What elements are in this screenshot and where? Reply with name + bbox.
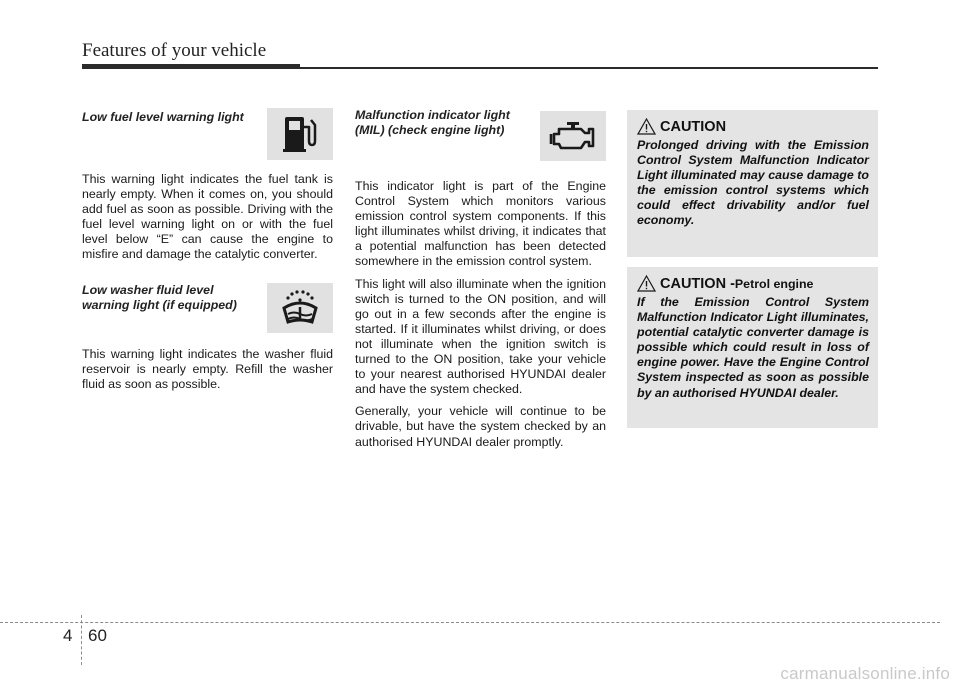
watermark: carmanualsonline.info [780,664,950,683]
mil-para1: This indicator light is part of the Engine Control System which monitors various emission control system components. If this light illuminates whilst driving, it indicates that a potential malfunction has been detected somewhere in the emission control system. [355,179,606,269]
chapter-number: 4 [63,626,73,645]
caution-text: Prolonged driving with the Emission Control System Malfunction Indicator Light illuminated may cause damage to the emission control systems which could effect drivability and/or fuel economy. [637,138,869,228]
header-rule-thick [82,64,300,69]
header-rule-thin [300,67,878,69]
caution-box-emission [627,110,878,257]
low-washer-title-line2: warning light (if equipped) [82,297,237,312]
caution-subtitle: Petrol engine [734,276,814,291]
low-washer-title-line1: Low washer fluid level [82,282,214,297]
low-fuel-body: This warning light indicates the fuel tank is nearly empty. When it comes on, you should add fuel as soon as possible. Driving with the fuel level warning light on or with the fuel level below “E” can cause the engine to misfire and damage the catalytic converter. [82,172,333,262]
footer-divider [81,615,82,665]
mil-title-line1: Malfunction indicator light [355,108,510,122]
mil-section-head [355,108,606,161]
low-washer-body: This warning light indicates the washer fluid reservoir is nearly empty. Refill the washer fluid as soon as possible. [82,346,333,391]
fuel-pump-icon [267,108,333,160]
mil-title [355,108,510,138]
mil-para3: Generally, your vehicle will continue to be drivable, but have the system checked by an authorised HYUNDAI dealer promptly. [355,404,606,449]
low-washer-section-head [82,283,333,333]
warning-triangle-icon [637,118,656,135]
low-fuel-section-head [82,108,333,160]
warning-triangle-icon [637,275,656,292]
check-engine-icon [540,111,606,161]
page-number: 60 [88,626,107,645]
caution-text: If the Emission Control System Malfunction Indicator Light illuminates, potential catalytic converter damage is possible which could result in loss of engine power. Have the Engine Control System inspected as soon as possible by an authorised HYUNDAI dealer. [637,295,869,400]
caution-title: CAUTION - [660,275,735,292]
washer-fluid-icon [267,283,333,333]
caution-head [637,118,869,135]
middle-column [355,108,606,457]
caution-title: CAUTION [660,118,727,135]
header-title: Features of your vehicle [82,40,267,61]
caution-head [637,275,869,292]
left-column [82,108,333,399]
footer-rule [0,622,940,623]
mil-para2: This light will also illuminate when the ignition switch is turned to the ON position, and will go out in a few seconds after the engine is started. If it illuminates whilst driving, or does not illuminate when the ignition switch is turned to the ON position, take your vehicle to your nearest authorised HYUNDAI dealer and have the system checked. [355,276,606,397]
low-fuel-title: Low fuel level warning light [82,110,244,124]
caution-box-petrol [627,267,878,428]
low-washer-title [82,283,237,313]
mil-title-line2: (MIL) (check engine light) [355,123,505,138]
